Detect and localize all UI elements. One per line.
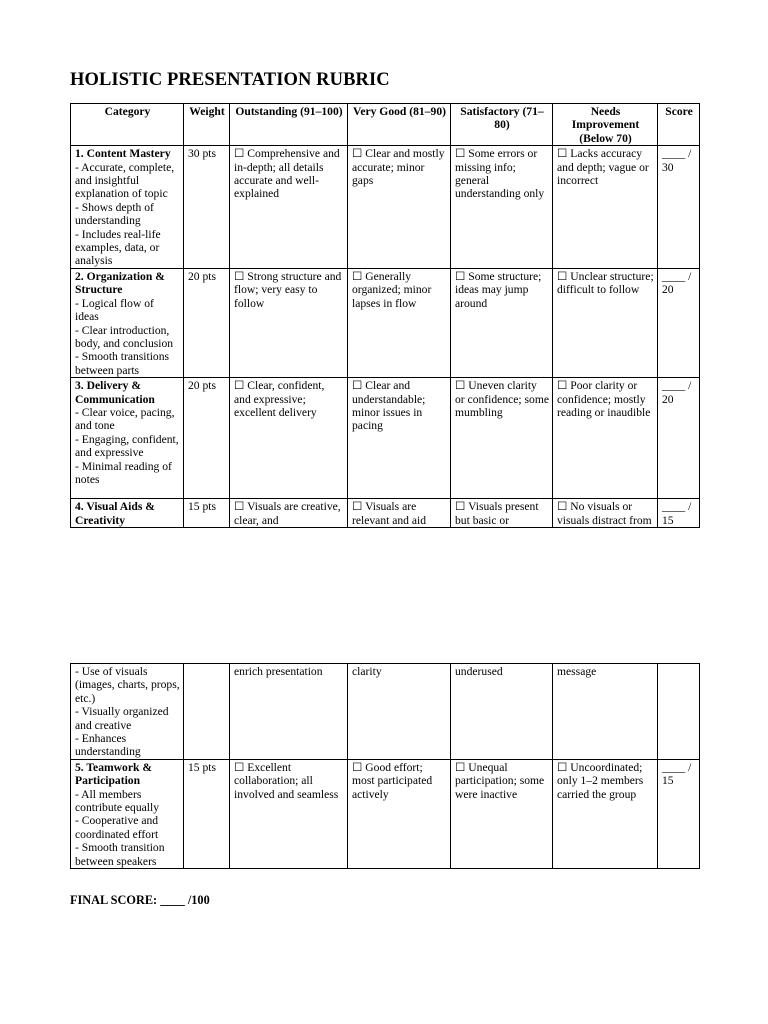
score-cell[interactable]: ____ / 20 — [658, 268, 700, 377]
satisfactory-cell[interactable]: ☐ Unequal participation; some were inactive — [451, 759, 553, 868]
page-title: HOLISTIC PRESENTATION RUBRIC — [70, 70, 390, 90]
very-good-cell[interactable]: clarity — [348, 664, 451, 760]
weight-cell: 20 pts — [184, 378, 230, 499]
category-bullet: - Accurate, complete, and insightful explanation of topic — [75, 160, 175, 201]
table-row — [71, 378, 700, 499]
weight-cell: 20 pts — [184, 268, 230, 377]
category-cell — [71, 146, 184, 269]
needs-improvement-cell[interactable]: ☐ Unclear structure; difficult to follow — [553, 268, 658, 377]
category-cell — [71, 268, 184, 377]
table-row — [71, 268, 700, 377]
header-satisfactory: Satisfactory (71–80) — [451, 104, 553, 146]
category-title: 1. Content Mastery — [75, 147, 171, 161]
weight-cell — [184, 664, 230, 760]
header-category: Category — [71, 104, 184, 146]
very-good-cell[interactable]: ☐ Clear and mostly accurate; minor gaps — [348, 146, 451, 269]
category-bullet: - Smooth transition between speakers — [75, 841, 165, 868]
category-bullet: - Use of visuals (images, charts, props, etc.) — [75, 665, 180, 705]
weight-cell: 30 pts — [184, 146, 230, 269]
satisfactory-cell[interactable]: ☐ Some errors or missing info; general understanding only — [451, 146, 553, 269]
category-bullet: - Clear voice, pacing, and tone — [75, 405, 175, 433]
category-cell — [71, 759, 184, 868]
needs-improvement-cell[interactable]: ☐ Poor clarity or confidence; mostly reading or inaudible — [553, 378, 658, 499]
header-needs-improvement: Needs Improvement (Below 70) — [553, 104, 658, 146]
category-title: 5. Teamwork & Participation — [75, 760, 152, 788]
satisfactory-cell[interactable]: ☐ Some structure; ideas may jump around — [451, 268, 553, 377]
outstanding-cell[interactable]: enrich presentation — [230, 664, 348, 760]
rubric-table-continued — [70, 663, 700, 869]
category-bullet: - Enhances understanding — [75, 732, 141, 759]
category-bullet: - All members contribute equally — [75, 787, 160, 815]
very-good-cell[interactable]: ☐ Generally organized; minor lapses in flow — [348, 268, 451, 377]
category-title: 4. Visual Aids & Creativity — [75, 500, 155, 527]
category-bullet: - Clear introduction, body, and conclusion — [75, 323, 174, 350]
very-good-cell[interactable]: ☐ Visuals are relevant and aid — [348, 499, 451, 528]
score-cell[interactable]: ____ / 15 — [658, 499, 700, 528]
header-weight: Weight — [184, 104, 230, 146]
outstanding-cell[interactable]: ☐ Excellent collaboration; all involved and seamless — [230, 759, 348, 868]
score-cell[interactable]: ____ / 30 — [658, 146, 700, 269]
needs-improvement-cell[interactable]: ☐ Uncoordinated; only 1–2 members carried the group — [553, 759, 658, 868]
category-bullet: - Shows depth of understanding — [75, 200, 154, 228]
outstanding-cell[interactable]: ☐ Clear, confident, and expressive; excellent delivery — [230, 378, 348, 499]
header-row — [71, 104, 700, 146]
outstanding-cell[interactable]: ☐ Comprehensive and in-depth; all details accurate and well-explained — [230, 146, 348, 269]
table-row — [71, 146, 700, 269]
category-cell — [71, 664, 184, 760]
category-bullet: - Engaging, confident, and expressive — [75, 432, 179, 460]
category-title: 2. Organization & Structure — [75, 269, 165, 297]
category-bullet: - Logical flow of ideas — [75, 296, 154, 324]
header-very-good: Very Good (81–90) — [348, 104, 451, 146]
score-cell[interactable]: ____ / 20 — [658, 378, 700, 499]
outstanding-cell[interactable]: ☐ Visuals are creative, clear, and — [230, 499, 348, 528]
needs-improvement-cell[interactable]: ☐ No visuals or visuals distract from — [553, 499, 658, 528]
table-row — [71, 759, 700, 868]
weight-cell: 15 pts — [184, 499, 230, 528]
score-cell[interactable] — [658, 664, 700, 760]
category-bullet: - Includes real-life examples, data, or analysis — [75, 227, 161, 268]
header-score: Score — [658, 104, 700, 146]
satisfactory-cell[interactable]: ☐ Visuals present but basic or — [451, 499, 553, 528]
table-row — [71, 664, 700, 760]
needs-improvement-cell[interactable]: ☐ Lacks accuracy and depth; vague or incorrect — [553, 146, 658, 269]
rubric-table — [70, 103, 700, 528]
category-cell — [71, 378, 184, 499]
category-cell — [71, 499, 184, 528]
satisfactory-cell[interactable]: underused — [451, 664, 553, 760]
category-bullet: - Visually organized and creative — [75, 705, 169, 732]
final-score[interactable]: FINAL SCORE: ____ /100 — [70, 893, 210, 907]
needs-improvement-cell[interactable]: message — [553, 664, 658, 760]
table-row — [71, 499, 700, 528]
outstanding-cell[interactable]: ☐ Strong structure and flow; very easy to follow — [230, 268, 348, 377]
very-good-cell[interactable]: ☐ Good effort; most participated actively — [348, 759, 451, 868]
very-good-cell[interactable]: ☐ Clear and understandable; minor issues in pacing — [348, 378, 451, 499]
score-cell[interactable]: ____ / 15 — [658, 759, 700, 868]
satisfactory-cell[interactable]: ☐ Uneven clarity or confidence; some mumbling — [451, 378, 553, 499]
weight-cell: 15 pts — [184, 759, 230, 868]
category-bullet: - Cooperative and coordinated effort — [75, 814, 159, 841]
category-bullet: - Smooth transitions between parts — [75, 350, 170, 377]
category-title: 3. Delivery & Communication — [75, 379, 155, 406]
category-bullet: - Minimal reading of notes — [75, 459, 172, 486]
header-outstanding: Outstanding (91–100) — [230, 104, 348, 146]
